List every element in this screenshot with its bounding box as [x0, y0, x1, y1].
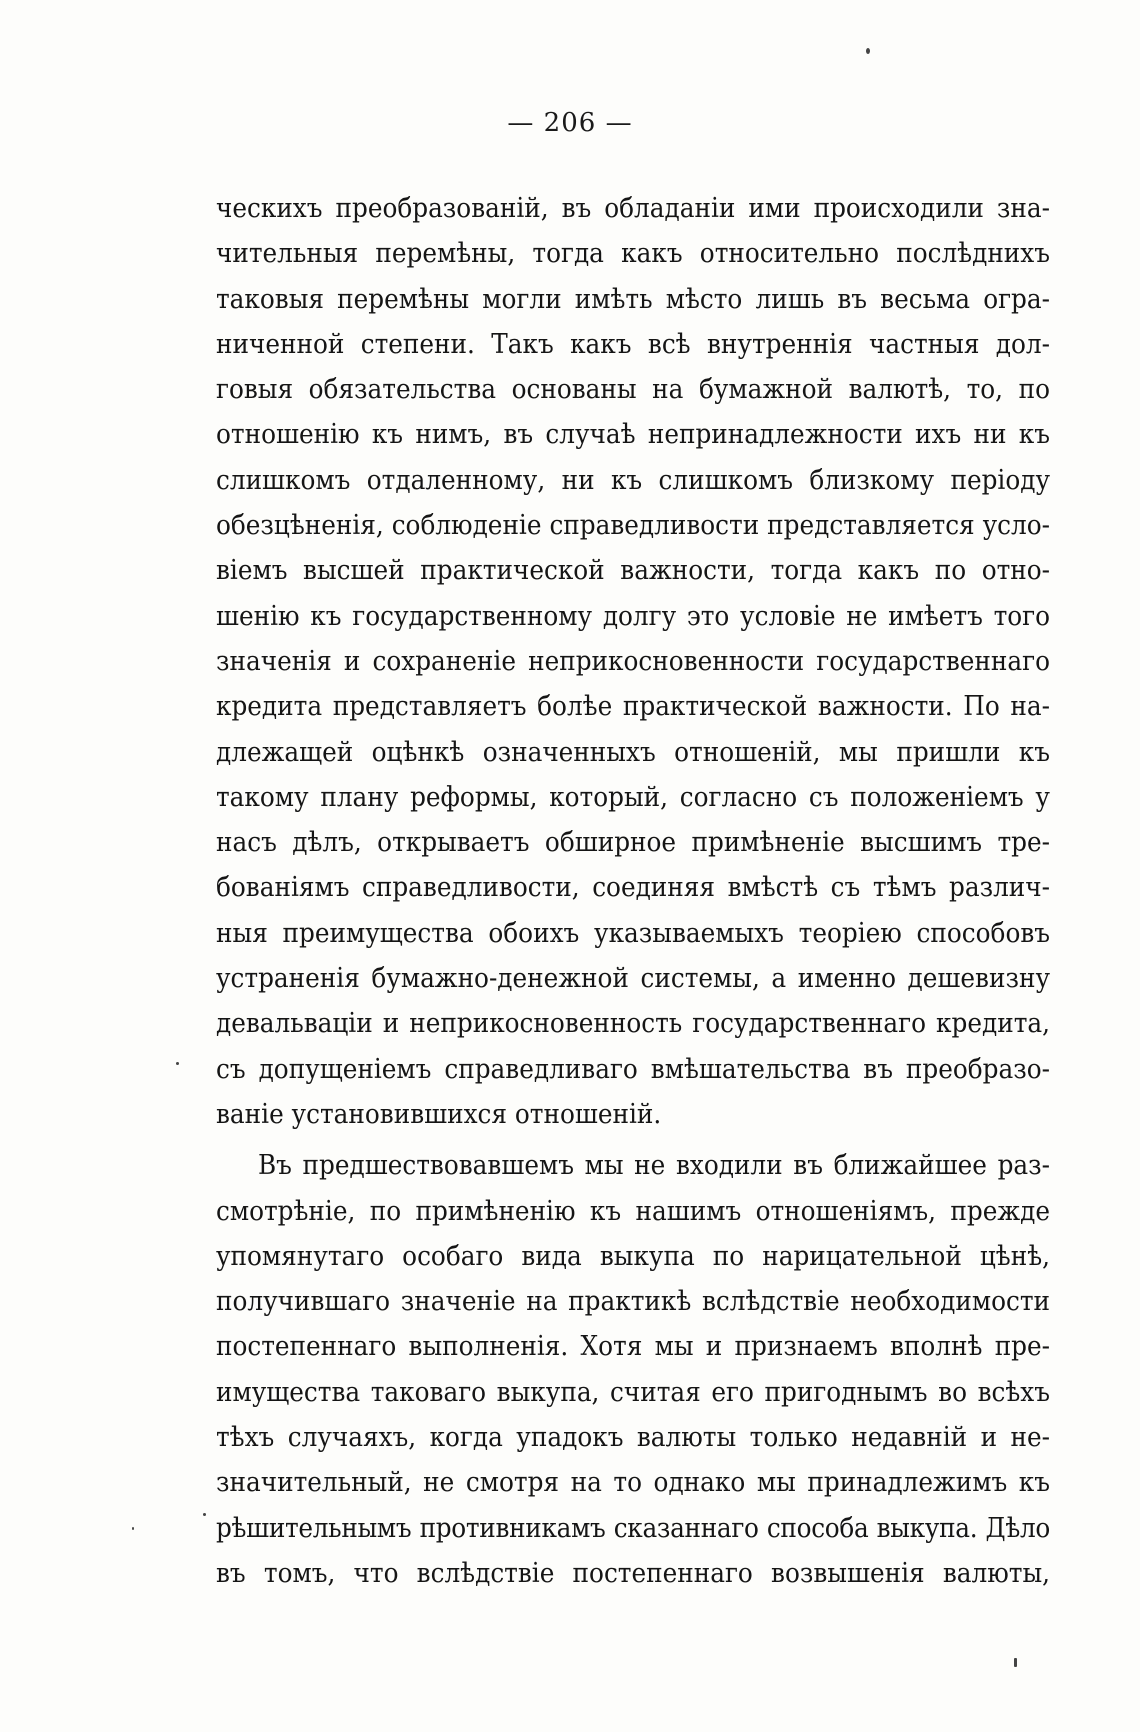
- text-line: въ томъ, что вслѣдствіе постепеннаго возвышенія валюты,: [216, 1556, 1050, 1589]
- text-line: упомянутаго особаго вида выкупа по нарицательной цѣнѣ,: [216, 1239, 1050, 1272]
- text-line: шенію къ государственному долгу это условіе не имѣетъ того: [216, 599, 1050, 632]
- print-speck: [1014, 1658, 1017, 1667]
- text-line: девальваціи и неприкосновенность государственнаго кредита,: [216, 1007, 1050, 1040]
- text-line: постепеннаго выполненія. Хотя мы и признаемъ вполнѣ пре-: [216, 1330, 1050, 1363]
- text-line: бованіямъ справедливости, соединяя вмѣстѣ съ тѣмъ различ-: [216, 871, 1050, 904]
- text-line: значенія и сохраненіе неприкосновенности государственнаго: [216, 644, 1050, 677]
- text-line: ваніе установившихся отношеній.: [216, 1097, 662, 1130]
- text-line: получившаго значеніе на практикѣ вслѣдствіе необходимости: [216, 1285, 1050, 1318]
- text-line: значительный, не смотря на то однако мы принадлежимъ къ: [216, 1466, 1050, 1499]
- text-line: рѣшительнымъ противникамъ сказаннаго способа выкупа. Дѣло: [216, 1511, 1050, 1544]
- paragraph-1: [216, 186, 1050, 1137]
- text-line: говыя обязательства основаны на бумажной валютѣ, то, по: [216, 373, 1050, 406]
- text-line: ческихъ преобразованій, въ обладаніи ими происходили зна-: [216, 192, 1050, 224]
- text-line: тѣхъ случаяхъ, когда упадокъ валюты только недавній и не-: [216, 1421, 1050, 1454]
- print-speck: [866, 48, 870, 54]
- print-speck: [132, 1527, 134, 1530]
- print-speck: [176, 1062, 179, 1065]
- text-line: слишкомъ отдаленному, ни къ слишкомъ близкому періоду: [216, 463, 1050, 496]
- text-line: таковыя перемѣны могли имѣть мѣсто лишь въ весьма огра-: [216, 282, 1050, 315]
- text-line: віемъ высшей практической важности, тогда какъ по отно-: [216, 554, 1050, 587]
- text-line: ныя преимущества обоихъ указываемыхъ теоріею способовъ: [216, 916, 1050, 949]
- text-line: обезцѣненія, соблюденіе справедливости представляется усло-: [216, 509, 1050, 542]
- body-text: [216, 186, 1050, 1596]
- text-line: такому плану реформы, который, согласно съ положеніемъ у: [216, 780, 1050, 813]
- text-line: устраненія бумажно-денежной системы, а именно дешевизну: [216, 962, 1050, 995]
- text-line: кредита представляетъ болѣе практической важности. По на-: [216, 690, 1050, 723]
- text-line: имущества таковаго выкупа, считая его пригоднымъ во всѣхъ: [216, 1375, 1050, 1408]
- text-line: длежащей оцѣнкѣ означенныхъ отношеній, мы пришли къ: [216, 735, 1050, 768]
- text-line: ниченной степени. Такъ какъ всѣ внутреннія частныя дол-: [216, 327, 1050, 360]
- page-number: — 206 —: [507, 108, 633, 138]
- text-line: смотрѣніе, по примѣненію къ нашимъ отношеніямъ, прежде: [216, 1194, 1050, 1227]
- text-line: съ допущеніемъ справедливаго вмѣшательства въ преобразо-: [216, 1052, 1050, 1085]
- text-line: отношенію къ нимъ, въ случаѣ непринадлежности ихъ ни къ: [216, 418, 1050, 451]
- print-speck: [203, 1513, 206, 1516]
- text-line: Въ предшествовавшемъ мы не входили въ ближайшее раз-: [258, 1149, 1050, 1182]
- text-line: насъ дѣлъ, открываетъ обширное примѣненіе высшимъ тре-: [216, 826, 1050, 859]
- paragraph-2: [216, 1143, 1050, 1596]
- text-line: чительныя перемѣны, тогда какъ относительно послѣднихъ: [216, 237, 1050, 270]
